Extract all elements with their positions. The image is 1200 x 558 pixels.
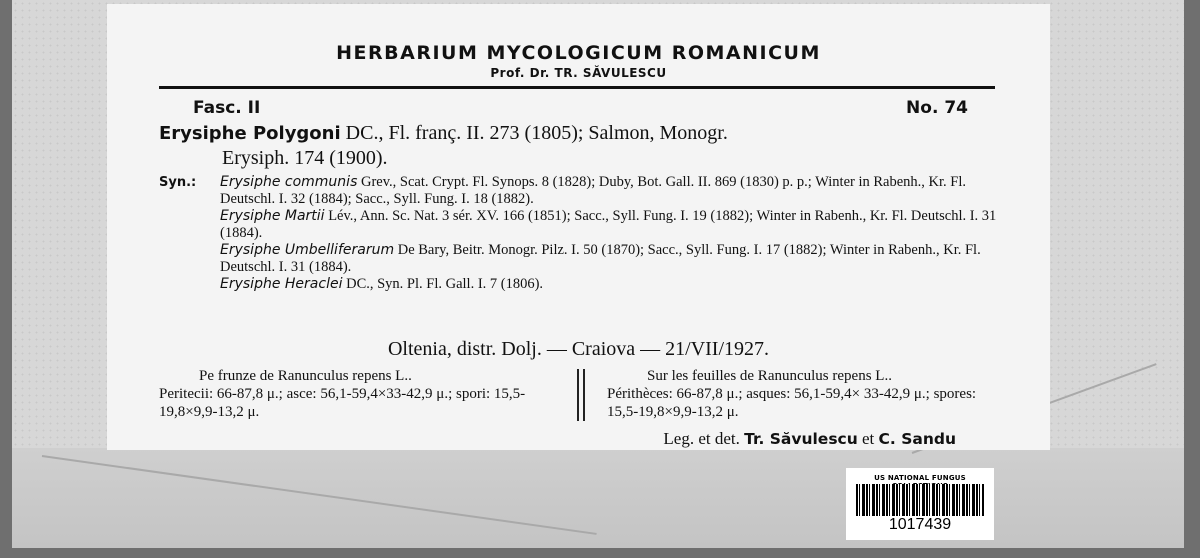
synonym-name: Erysiphe Heraclei [220,276,343,292]
species-citation-cont: Erysiph. 174 (1900). [222,147,388,169]
envelope-flap [12,448,1184,548]
fascicle-label: Fasc. II [193,98,261,118]
synonym-entry [220,208,999,242]
synonym-entry [220,174,999,208]
host-fr-line2: Périthèces: 66-87,8 μ.; asques: 56,1-59,4× 33-42,9 μ.; spores: 15,5-19,8×9,9-13,2 μ. [607,386,977,420]
synonym-text: De Bary, Beitr. Monogr. Pilz. I. 50 (1870); Sacc., Syll. Fung. I. 17 (1882); Winter in Rabenh., Kr. Fl. Deutschl. I. 31 (1884). [220,242,981,275]
host-description-romanian [159,367,559,421]
synonym-entry [220,242,999,276]
header-rule [159,86,995,89]
synonym-name: Erysiphe Martii [220,208,325,224]
collector-name-2: C. Sandu [878,430,956,448]
collector-conj: et [862,429,875,448]
barcode-bars [856,484,984,516]
collector-name-1: Tr. Săvulescu [744,430,858,448]
species-citation: DC., Fl. franç. II. 273 (1805); Salmon, Monogr. [345,122,728,144]
host-ro-line2: Peritecii: 66-87,8 μ.; asce: 56,1-59,4×33-42,9 μ.; spori: 15,5-19,8×9,9-13,2 μ. [159,386,526,420]
specimen-number: No. 74 [906,98,968,118]
synonym-text: DC., Syn. Pl. Fl. Gall. I. 7 (1806). [346,276,544,292]
synonyms-block [159,174,999,293]
collector-prefix: Leg. et det. [663,429,740,448]
barcode-number: 1017439 [888,516,952,533]
barcode-collection-title: US NATIONAL FUNGUS [874,474,966,482]
species-name: Erysiphe Polygoni [159,123,341,144]
barcode-label [846,468,994,540]
herbarium-label [107,4,1050,450]
column-divider [577,369,585,421]
synonym-name: Erysiphe Umbelliferarum [220,242,395,258]
herbarium-subtitle: Prof. Dr. TR. SĂVULESCU [490,66,667,80]
herbarium-title: HERBARIUM MYCOLOGICUM ROMANICUM [336,42,821,64]
locality-line: Oltenia, distr. Dolj. — Craiova — 21/VII/1927. [387,338,770,360]
species-heading [159,121,999,170]
synonyms-label: Syn.: [159,175,197,190]
host-ro-line1: Pe frunze de Ranunculus repens L.. [199,368,412,384]
host-fr-line1: Sur les feuilles de Ranunculus repens L.. [647,368,892,384]
synonym-name: Erysiphe communis [220,174,358,190]
synonym-text: Lév., Ann. Sc. Nat. 3 sér. XV. 166 (1851); Sacc., Syll. Fung. I. 19 (1882); Winter in Rabenh., Kr. Fl. Deutschl. I. 31 (1884). [220,208,997,241]
collector-line [663,429,956,449]
host-description-french [607,367,1007,421]
synonym-entry [220,276,999,293]
synonym-text: Grev., Scat. Crypt. Fl. Synops. 8 (1828); Duby, Bot. Gall. II. 869 (1830) p. p.; Winter in Rabenh., Kr. Fl. Deutschl. I. 32 (1884); Sacc., Syll. Fung. I. 18 (1882). [220,174,967,207]
